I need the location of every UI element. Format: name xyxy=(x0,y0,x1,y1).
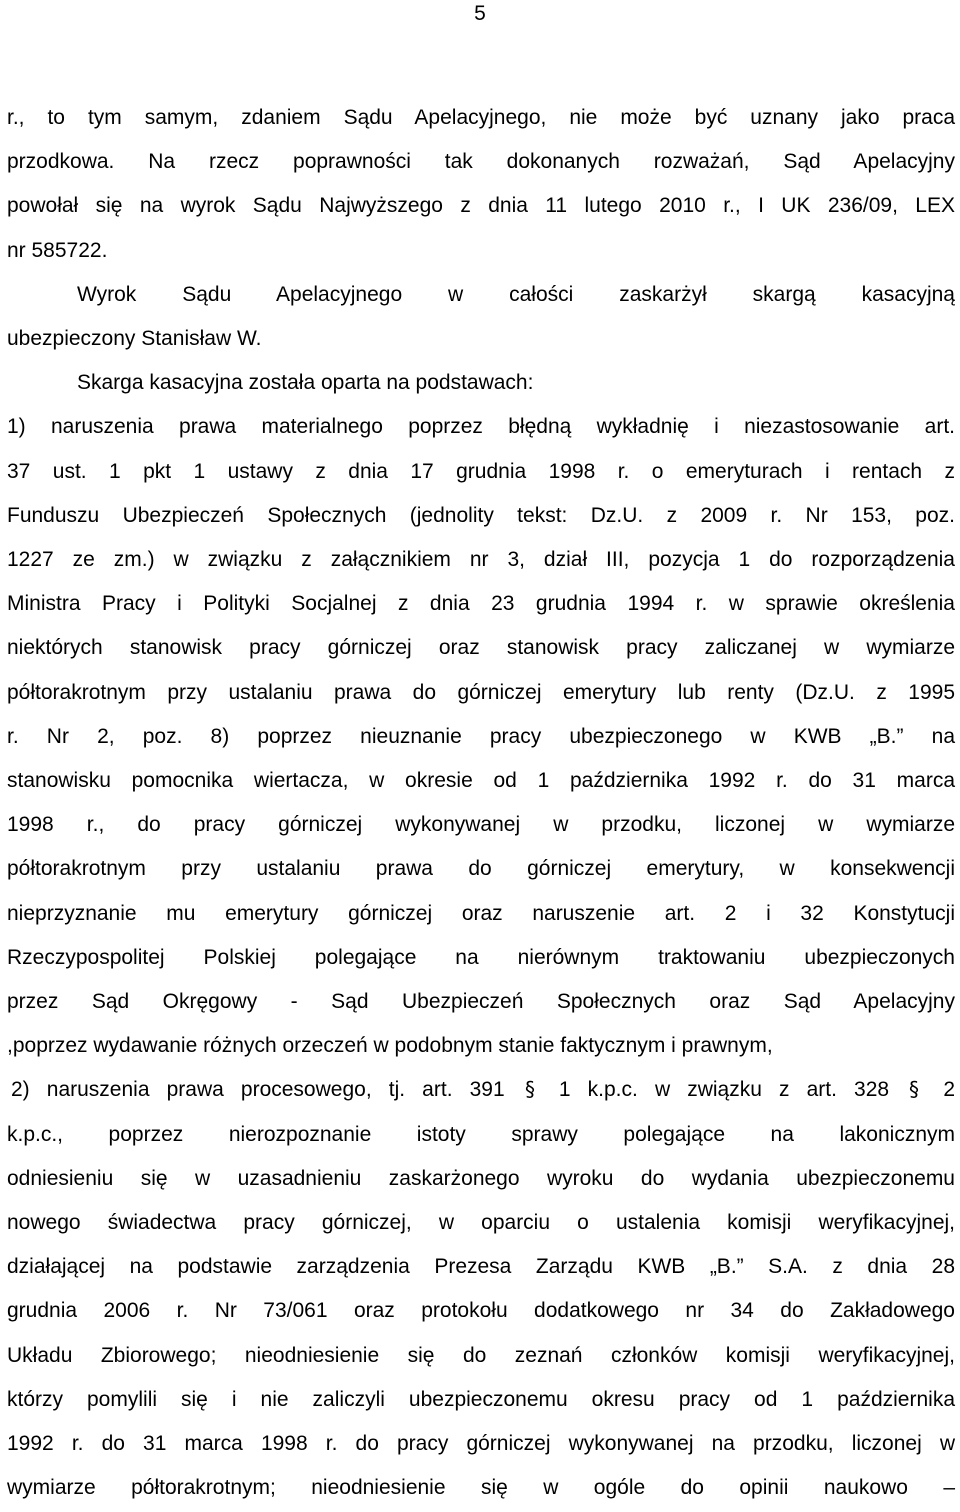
text-line: działającej na podstawie zarządzenia Prezesa Zarządu KWB „B.” S.A. z dnia 28 xyxy=(7,1255,955,1279)
text-line: półtorakrotnym przy ustalaniu prawa do górniczej emerytury, w konsekwencji xyxy=(7,857,955,881)
text-line: nr 585722. xyxy=(7,238,108,262)
text-segment: 1 k.p.c. w związku z art. 328 xyxy=(558,1078,890,1102)
text-line: Ministra Pracy i Polityki Socjalnej z dnia 23 grudnia 1994 r. w sprawie określenia xyxy=(7,592,955,616)
text-line: r. Nr 2, poz. 8) poprzez nieuznanie pracy ubezpieczonego w KWB „B.” na xyxy=(7,724,955,748)
svg-text:§: § xyxy=(909,1078,920,1101)
text-line: k.p.c., poprzez nierozpoznanie istoty sprawy polegające na lakonicznym xyxy=(7,1122,955,1146)
text-line: ubezpieczony Stanisław W. xyxy=(7,327,262,351)
text-line: 37 ust. 1 pkt 1 ustawy z dnia 17 grudnia 1998 r. o emeryturach i rentach z xyxy=(7,459,955,483)
section-sign-icon xyxy=(908,1078,924,1100)
text-line: niektórych stanowisk pracy górniczej oraz stanowisk pracy zaliczanej w wymiarze xyxy=(7,636,955,660)
text-line: grudnia 2006 r. Nr 73/061 oraz protokołu dodatkowego nr 34 do Zakładowego xyxy=(7,1299,955,1323)
svg-text:§: § xyxy=(524,1078,535,1101)
text-line: nowego świadectwa pracy górniczej, w oparciu o ustalenia komisji weryfikacyjnej, xyxy=(7,1211,955,1235)
section-sign-icon xyxy=(524,1078,540,1100)
text-line: którzy pomylili się i nie zaliczyli ubezpieczonemu okresu pracy od 1 października xyxy=(7,1387,955,1411)
text-line: przodkowa. Na rzecz poprawności tak dokonanych rozważań, Sąd Apelacyjny xyxy=(7,150,955,174)
text-line: 1) naruszenia prawa materialnego poprzez błędną wykładnię i niezastosowanie art. xyxy=(7,415,955,439)
text-line: 1227 ze zm.) w związku z załącznikiem nr 3, dział III, pozycja 1 do rozporządzenia xyxy=(7,548,955,572)
text-line: stanowisku pomocnika wiertacza, w okresie od 1 października 1992 r. do 31 marca xyxy=(7,769,955,793)
text-line: 1992 r. do 31 marca 1998 r. do pracy górniczej wykonywanej na przodku, liczonej w xyxy=(7,1432,955,1456)
text-line: powołał się na wyrok Sądu Najwyższego z dnia 11 lutego 2010 r., I UK 236/09, LEX xyxy=(7,194,955,218)
text-line: 1998 r., do pracy górniczej wykonywanej w przodku, liczonej w wymiarze xyxy=(7,813,955,837)
text-line: odniesieniu się w uzasadnieniu zaskarżonego wyroku do wydania ubezpieczonemu xyxy=(7,1166,955,1190)
text-line: Skarga kasacyjna została oparta na podstawach: xyxy=(77,371,534,395)
text-line: wymiarze półtorakrotnym; nieodniesienie się w ogóle do opinii naukowo – xyxy=(7,1476,955,1500)
text-segment: 2 xyxy=(943,1078,955,1102)
text-line-with-section-signs xyxy=(7,1068,955,1112)
text-line: półtorakrotnym przy ustalaniu prawa do górniczej emerytury lub renty (Dz.U. z 1995 xyxy=(7,680,955,704)
text-line: nieprzyznanie mu emerytury górniczej oraz naruszenie art. 2 i 32 Konstytucji xyxy=(7,901,955,925)
text-segment: 2) naruszenia prawa procesowego, tj. art. 391 xyxy=(11,1078,505,1102)
text-line: ,poprzez wydawanie różnych orzeczeń w podobnym stanie faktycznym i prawnym, xyxy=(7,1034,773,1058)
text-line: przez Sąd Okręgowy - Sąd Ubezpieczeń Społecznych oraz Sąd Apelacyjny xyxy=(7,990,955,1014)
text-line: Układu Zbiorowego; nieodniesienie się do zeznań członków komisji weryfikacyjnej, xyxy=(7,1343,955,1367)
text-line: Rzeczypospolitej Polskiej polegające na nierównym traktowaniu ubezpieczonych xyxy=(7,945,955,969)
page-number: 5 xyxy=(474,2,486,25)
text-line: Funduszu Ubezpieczeń Społecznych (jednolity tekst: Dz.U. z 2009 r. Nr 153, poz. xyxy=(7,503,955,527)
text-line: Wyrok Sądu Apelacyjnego w całości zaskarżył skargą kasacyjną xyxy=(77,282,955,306)
document-body xyxy=(7,96,955,1511)
text-line: r., to tym samym, zdaniem Sądu Apelacyjnego, nie może być uznany jako praca xyxy=(7,106,955,129)
